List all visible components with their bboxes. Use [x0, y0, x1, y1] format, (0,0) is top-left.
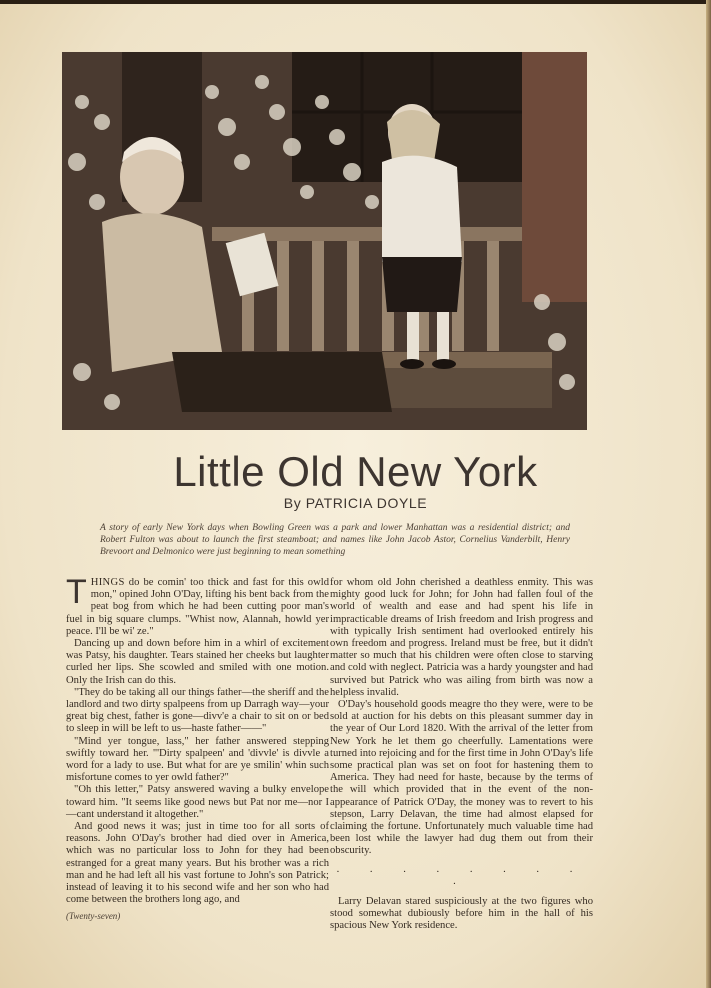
photo-still-old-man-and-girl-icon: [62, 52, 587, 430]
drop-cap: T: [66, 573, 87, 611]
body-paragraph: Larry Delavan stared suspiciously at the two figures who stood somewhat dubiously before him in the hall of his spacious New York residence.: [330, 896, 593, 932]
body-paragraph: And good news it was; just in time too for all sorts of reasons. John O'Day's brother had died over in America, which was no particular loss to John for they had been estranged for a great many years. But his brother was a rich man and he had left all his vast fortune to John's son Patrick; instead of leaving it to his second wife and her son who had come between the brothers long ago, and: [66, 821, 329, 906]
text-column-right: [330, 577, 593, 933]
article-byline: By PATRICIA DOYLE: [283, 495, 428, 511]
page-top-edge: [0, 0, 711, 4]
opening-paragraph: [66, 573, 329, 638]
article-deck: A story of early New York days when Bowling Green was a park and lower Manhattan was a residential district; and Robert Fulton was about to launch the first steamboat; and names like John Jacob Astor, Cornelius Vanderbilt, Henry Brevoort and Delmonico were just beginning to mean something: [100, 523, 570, 557]
opening-text: do be comin' too thick and fast for this owld mon," opined John O'Day, lifting his bent back from the peat bog from which he had been cutting poor man's fuel in big square clumps. "Whist now, Alannah, howld yer peace. I'll be wi' ze.": [66, 577, 329, 637]
body-paragraph: for whom old John cherished a deathless enmity. This was mighty good luck for John; for John had fallen foul of the world of wealth and ease and had spent his life in impracticable dreams of Irish freedom and Irish progress and with typically Irish sentiment had overlooked entirely his own freedom and progress. Ireland must be free, but it didn't matter so much that his children were often close to starving and cold with neglect. Patricia was a hardy youngster and had survived but Patrick who was ailing from birth was now a helpless invalid.: [330, 577, 593, 698]
body-paragraph: "Oh this letter," Patsy answered waving a bulky envelope toward him. "It seems like good news but Pat nor me—nor I—cant understand it altogether.": [66, 784, 329, 820]
film-still-photo: [62, 52, 587, 430]
text-column-left: [66, 573, 329, 906]
body-paragraph: "They do be taking all our things father—the sheriff and the landlord and two dirty spalpeens from up Darragh way—your great big chest, father is gone—divv'e a chair to sit on or bed to sleep in will be left to us—haste father——": [66, 686, 329, 735]
body-paragraph: Dancing up and down before him in a whirl of excitement was Patsy, his daughter. Tears stained her cheeks but laughter curled her lips. She scowled and smiled with one motion. Only the Irish can do this.: [66, 638, 329, 686]
page-number: (Twenty-seven): [66, 911, 121, 921]
body-paragraph: O'Day's household goods meagre tho they were, were to be sold at auction for his debts on this pleasant summer day in the year of Our Lord 1820. With the arrival of the letter from New York he let them go cheerfully. Lamentations were turned into rejoicing and for the first time in John O'Day's life some practical plan was set on foot for hastening them to America. They had need for haste, because by the terms of the will which provided that in the event of the non-appearance of Patrick O'Day, the money was to revert to his stepson, Larry Delavan, the time had almost elapsed for claiming the fortune. Unfortunately much valuable time had been lost while the lawyer had dug them out from their obscurity.: [330, 699, 593, 857]
opening-small-caps: HINGS: [90, 577, 125, 588]
body-paragraph: "Mind yer tongue, lass," her father answered stepping swiftly toward her. "'Dirty spalpeen' and 'divvle' is divvle a word for a lady to use. But what for are ye smilin' whin such misfortune comes to yer owld father?": [66, 735, 329, 784]
section-separator: . . . . . . . . .: [336, 863, 587, 887]
article-title: Little Old New York: [173, 448, 538, 495]
